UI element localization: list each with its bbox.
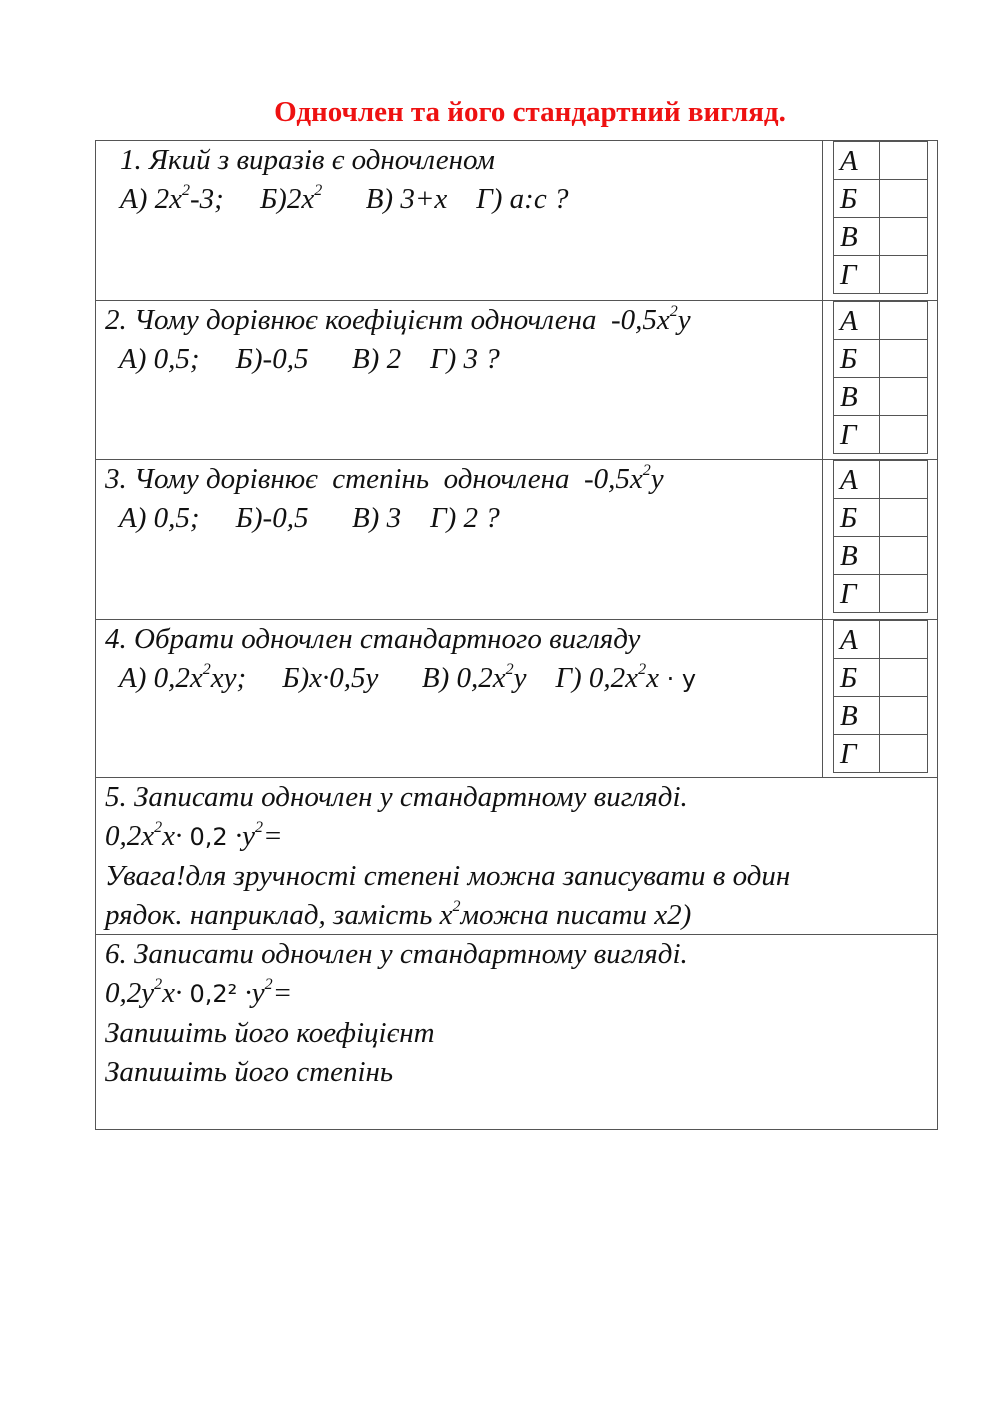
answer-box-a[interactable] (879, 621, 927, 659)
answer-grid-3 (833, 460, 928, 613)
option-label-v: В (834, 537, 880, 575)
answer-box-a[interactable] (879, 302, 927, 340)
question-4 (96, 620, 937, 778)
question-1 (96, 141, 937, 301)
answer-grid-1 (833, 141, 928, 294)
answer-box-b[interactable] (879, 180, 927, 218)
question-3-text: 3. Чому дорівнює степінь одночлена $-0,5x^2y$ (105, 462, 664, 495)
answer-box-g[interactable] (879, 256, 927, 294)
question-6-coefficient-prompt[interactable]: Запишіть його коефіцієнт (105, 1017, 435, 1049)
answer-box-b[interactable] (879, 659, 927, 697)
answer-box-a[interactable] (879, 461, 927, 499)
answer-box-a[interactable] (879, 142, 927, 180)
answer-box-v[interactable] (879, 218, 927, 256)
option-label-a: А (834, 621, 880, 659)
question-4-answers: А) $0,2x^2xy$; Б)x·0,5y В) $0,2x^2y$ Г) $0,2x^2x \cdot y$ (119, 661, 697, 694)
question-5-expression[interactable]: $0,2x^2x\cdot 0,2 \cdot y^2=$ (105, 819, 283, 852)
option-label-b: Б (834, 659, 880, 697)
divider (822, 141, 823, 301)
option-label-g: Г (834, 735, 880, 773)
question-6-text: 6. Записати одночлен у стандартному вигляді. (105, 938, 688, 970)
answer-box-b[interactable] (879, 499, 927, 537)
option-label-g: Г (834, 575, 880, 613)
question-1-answers: А) $2x^2-3$; $Б)2x^2$ В) 3+x Г) a:c ? (120, 182, 569, 215)
option-label-v: В (834, 697, 880, 735)
option-label-a: А (834, 461, 880, 499)
answer-grid-4 (833, 620, 928, 773)
question-5 (96, 778, 937, 935)
question-4-text: 4. Обрати одночлен стандартного вигляду (105, 623, 641, 655)
answer-box-b[interactable] (879, 340, 927, 378)
option-label-v: В (834, 378, 880, 416)
option-label-g: Г (834, 256, 880, 294)
question-3-answers: А) 0,5; Б)-0,5 В) 3 Г) 2 ? (119, 502, 500, 534)
question-3 (96, 460, 937, 620)
divider (822, 301, 823, 460)
answer-box-v[interactable] (879, 378, 927, 416)
option-label-b: Б (834, 340, 880, 378)
question-5-text: 5. Записати одночлен у стандартному вигляді. (105, 781, 688, 813)
divider (822, 620, 823, 778)
question-2-text: 2. Чому дорівнює коефіцієнт одночлена $-0,5x^2y$ (105, 303, 691, 336)
option-label-b: Б (834, 180, 880, 218)
option-label-a: А (834, 142, 880, 180)
answer-box-v[interactable] (879, 537, 927, 575)
option-label-a: А (834, 302, 880, 340)
question-2 (96, 301, 937, 460)
answer-box-v[interactable] (879, 697, 927, 735)
answer-grid-2 (833, 301, 928, 454)
question-6-expression[interactable]: $0,2y^2x\cdot 0,2^2 \cdot y^2=$ (105, 976, 293, 1009)
option-label-b: Б (834, 499, 880, 537)
question-2-answers: А) 0,5; Б)-0,5 В) 2 Г) 3 ? (119, 343, 500, 375)
answer-box-g[interactable] (879, 735, 927, 773)
worksheet-table (95, 140, 938, 1130)
divider (822, 460, 823, 620)
question-5-note: Увага!для зручності степені можна записувати в один (105, 860, 791, 892)
question-6-degree-prompt[interactable]: Запишіть його степінь (105, 1056, 394, 1088)
option-label-g: Г (834, 416, 880, 454)
answer-box-g[interactable] (879, 575, 927, 613)
question-5-note-2: рядок. наприклад, замість $x^2можна$ писати x2) (105, 898, 692, 931)
question-1-text: 1. Який з виразів є одночленом (120, 144, 495, 176)
answer-box-g[interactable] (879, 416, 927, 454)
page-title: Одночлен та його стандартний вигляд. (274, 96, 786, 128)
question-6 (96, 935, 937, 1129)
option-label-v: В (834, 218, 880, 256)
